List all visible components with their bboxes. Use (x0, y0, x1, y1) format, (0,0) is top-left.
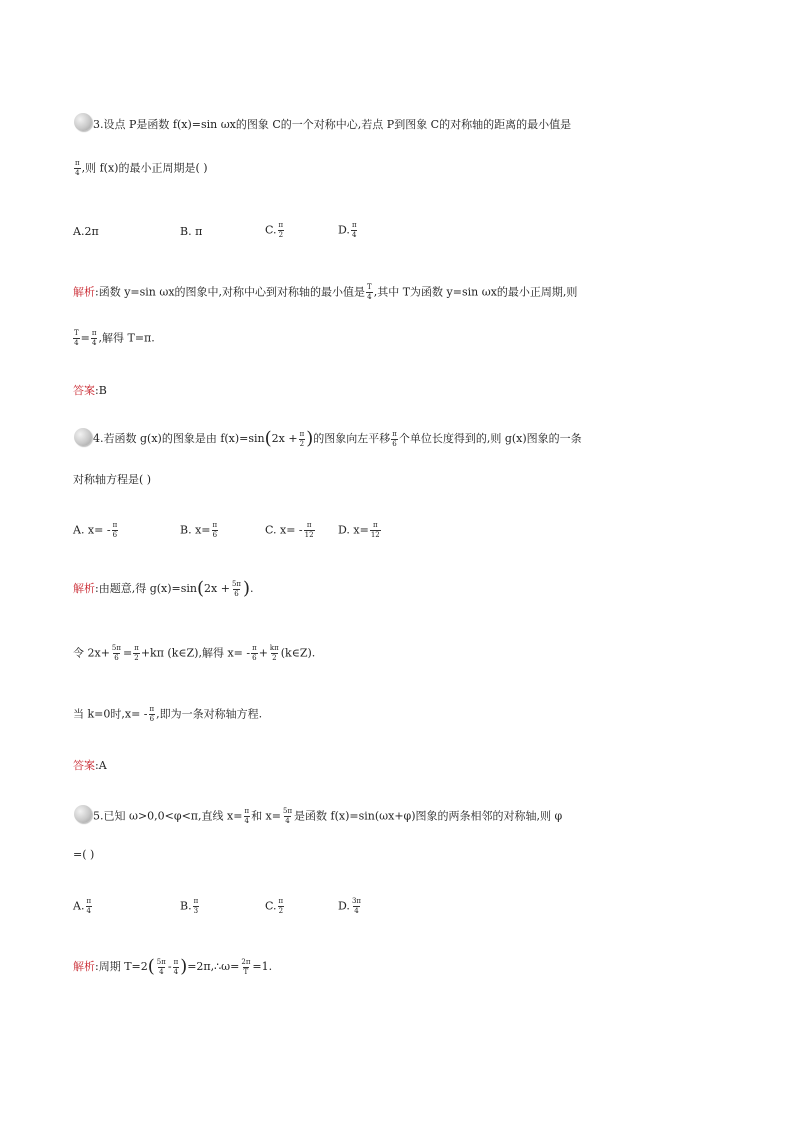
question-3-marker-icon (74, 113, 92, 131)
q3-option-c[interactable]: C. $\frac{\pi}{2}$ (265, 221, 284, 239)
q3-frac-pi-over-4: $\frac{\pi}{4}$ (75, 159, 80, 177)
q3-solution-label: 解析 (73, 285, 95, 299)
q3-answer: 答案:B (73, 384, 107, 397)
q5-option-a[interactable]: A. $\frac{\pi}{4}$ (73, 897, 92, 915)
q3-option-b[interactable]: B. π (180, 225, 203, 238)
q5-solution-line: 解析:周期 T=2( $\frac{5\pi}{4}$ - $\frac{\pi}{4}$ )=2π,∴ω= $\frac{2\pi}{T}$ =1. (73, 956, 273, 977)
q5-option-b[interactable]: B. $\frac{\pi}{3}$ (180, 897, 199, 915)
q5-stem-line2: =( ) (73, 848, 95, 861)
q3-option-a[interactable]: A.2π (73, 225, 99, 238)
q4-option-a[interactable]: A. x= - $\frac{\pi}{6}$ (73, 521, 118, 539)
q4-stem-line2: 对称轴方程是( ) (73, 473, 152, 486)
q3-option-d[interactable]: D. $\frac{\pi}{4}$ (338, 221, 357, 239)
q4-solution-line1: 解析:由题意,得 g(x)=sin(2x + $\frac{5\pi}{6}$ ). (73, 578, 254, 599)
q3-stem-line1: 3.设点 P是函数 f(x)=sin ωx的图象 C的一个对称中心,若点 P到图象 C的对称轴的距离的最小值是 (93, 118, 572, 131)
q3-solution-line2: $\frac{T}{4}$ = $\frac{\pi}{4}$ ,解得 T=π. (74, 329, 155, 347)
q4-answer: 答案:A (73, 759, 107, 772)
q4-option-d[interactable]: D. x= $\frac{\pi}{12}$ (338, 521, 380, 539)
q3-solution-line1: 解析:函数 y=sin ωx的图象中,对称中心到对称轴的最小值是 $\frac{T}{4}$ ,其中 T为函数 y=sin ωx的最小正周期,则 (73, 283, 578, 301)
q4-solution-line2: 令 2x+ $\frac{5\pi}{6}$ = $\frac{\pi}{2}$ +kπ (k∈Z),解得 x= - $\frac{\pi}{6}$ + $\frac{k\pi}{2}$ (k∈Z). (73, 644, 316, 662)
q5-option-c[interactable]: C. $\frac{\pi}{2}$ (265, 897, 284, 915)
q5-stem-line1: 5.已知 ω>0,0<φ<π,直线 x= $\frac{\pi}{4}$ 和 x= $\frac{5\pi}{4}$ 是函数 f(x)=sin(ωx+φ)图象的两条相邻的对称轴,则 φ (93, 807, 563, 825)
question-4-marker-icon (74, 428, 92, 446)
q4-option-b[interactable]: B. x= $\frac{\pi}{6}$ (180, 521, 218, 539)
q4-stem-line1: 4.若函数 g(x)的图象是由 f(x)=sin(2x + $\frac{\pi}{2}$ )的图象向左平移 $\frac{\pi}{6}$ 个单位长度得到的,则 g(x)图象的一条 (93, 428, 582, 449)
question-5-marker-icon (74, 805, 92, 823)
q4-solution-line3: 当 k=0时,x= - $\frac{\pi}{6}$ ,即为一条对称轴方程. (73, 705, 263, 723)
q5-option-d[interactable]: D. $\frac{3\pi}{4}$ (338, 897, 361, 915)
q3-stem-line2: $\frac{\pi}{4}$ ,则 f(x)的最小正周期是( ) (75, 159, 208, 177)
q4-option-c[interactable]: C. x= - $\frac{\pi}{12}$ (265, 521, 314, 539)
